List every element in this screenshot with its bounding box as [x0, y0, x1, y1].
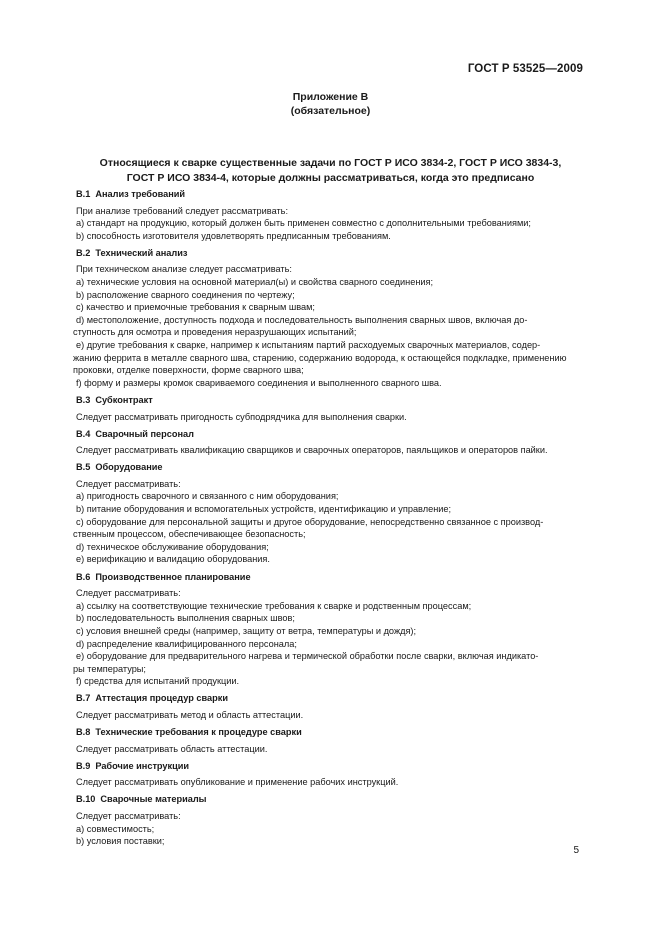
section-number: В.4 — [76, 428, 91, 439]
list-item: a) технические условия на основной материал(ы) и свойства сварного соединения; — [76, 277, 434, 288]
section-intro: Следует рассматривать: — [76, 811, 181, 822]
document-code: ГОСТ Р 53525—2009 — [467, 63, 583, 75]
list-item: b) последовательность выполнения сварных швов; — [76, 613, 295, 624]
list-item-continuation: жанию феррита в металле сварного шва, старению, содержанию водорода, к остающейся подкладке, применению — [73, 352, 567, 363]
main-title-line-2: ГОСТ Р ИСО 3834-4, которые должны рассматриваться, когда это предписано — [126, 171, 535, 184]
list-item-continuation: ступность для осмотра и проведения неразрушающих испытаний; — [73, 327, 357, 338]
section-heading — [76, 793, 584, 806]
section-intro: Следует рассматривать квалификацию сварщиков и сварочных операторов, паяльщиков и операторов пайки. — [76, 445, 548, 456]
section-intro: Следует рассматривать пригодность субподрядчика для выполнения сварки. — [76, 411, 407, 422]
section-title: Технические требования к процедуре сварки — [95, 727, 302, 738]
main-title — [60, 156, 601, 185]
list-item-continuation: проковки, отделке поверхности, форме сварного шва; — [73, 365, 304, 376]
section-number: В.9 — [76, 760, 91, 771]
section-heading — [76, 394, 584, 407]
section-heading — [76, 188, 584, 201]
main-title-line-1: Относящиеся к сварке существенные задачи по ГОСТ Р ИСО 3834-2, ГОСТ Р ИСО 3834-3, — [99, 157, 562, 169]
section-intro: Следует рассматривать метод и область аттестации. — [76, 709, 304, 720]
section-heading — [76, 247, 584, 260]
document-body — [73, 188, 584, 848]
section-title: Анализ требований — [95, 189, 186, 199]
list-item: f) средства для испытаний продукции. — [76, 676, 240, 687]
page-number: 5 — [573, 845, 579, 856]
section-number: В.3 — [76, 394, 91, 405]
section-title: Сварочный персонал — [95, 428, 194, 439]
section-title: Рабочие инструкции — [95, 760, 190, 771]
section-number: В.6 — [76, 571, 91, 582]
section-intro: Следует рассматривать область аттестации. — [76, 743, 268, 754]
list-item: a) совместимость; — [76, 823, 155, 834]
list-item: f) форму и размеры кромок свариваемого соединения и выполненного сварного шва. — [76, 377, 442, 388]
section-number: В.5 — [76, 462, 91, 473]
annex-title: Приложение В — [292, 91, 369, 103]
list-item: d) распределение квалифицированного персонала; — [76, 638, 297, 649]
list-item: d) техническое обслуживание оборудования; — [76, 541, 269, 552]
list-item-continuation: ственным процессом, обеспечивающее безопасность; — [73, 529, 306, 540]
list-item: b) расположение сварного соединения по чертежу; — [76, 289, 295, 300]
section-title: Оборудование — [95, 462, 163, 473]
section-number: В.8 — [76, 727, 91, 738]
list-item-continuation: ры температуры; — [73, 663, 146, 674]
section-heading — [76, 726, 584, 739]
section-intro: При анализе требований следует рассматривать: — [76, 205, 289, 216]
section-title: Технический анализ — [95, 247, 188, 258]
annex-status: (обязательное) — [290, 105, 371, 117]
section-title: Сварочные материалы — [100, 794, 207, 805]
list-item: e) другие требования к сварке, например к испытаниям партий расходуемых сварочных материалов, содер- — [76, 340, 541, 351]
section-intro: Следует рассматривать: — [76, 588, 181, 599]
section-title: Аттестация процедур сварки — [95, 693, 228, 704]
section-heading — [76, 428, 584, 441]
list-item: c) условия внешней среды (например, защиту от ветра, температуры и дождя); — [76, 625, 417, 636]
section-number: В.10 — [76, 794, 96, 805]
list-item: e) оборудование для предварительного нагрева и термической обработки после сварки, включая индикато- — [76, 651, 539, 662]
section-heading — [76, 760, 584, 773]
section-intro: Следует рассматривать опубликование и применение рабочих инструкций. — [76, 777, 399, 788]
list-item: a) стандарт на продукцию, который должен быть применен совместно с дополнительными требованиями; — [76, 218, 531, 229]
list-item: a) пригодность сварочного и связанного с ним оборудования; — [76, 491, 339, 502]
annex-heading — [0, 90, 661, 118]
section-intro: Следует рассматривать: — [76, 478, 181, 489]
section-title: Субконтракт — [95, 394, 153, 405]
section-number: В.7 — [76, 693, 91, 704]
list-item: d) местоположение, доступность подхода и последовательность выполнения сварных швов, включая до- — [76, 314, 528, 325]
section-number: В.1 — [76, 189, 91, 199]
list-item: a) ссылку на соответствующие технические требования к сварке и родственным процессам; — [76, 600, 472, 611]
list-item: b) условия поставки; — [76, 836, 165, 847]
list-item: b) способность изготовителя удовлетворять предписанным требованиям. — [76, 230, 391, 241]
list-item: c) оборудование для персональной защиты и другое оборудование, непосредственно связанное с производ- — [76, 516, 544, 527]
section-heading — [76, 461, 584, 474]
section-heading — [76, 692, 584, 705]
list-item: b) питание оборудования и вспомогательных устройств, идентификацию и управление; — [76, 504, 452, 515]
list-item: e) верификацию и валидацию оборудования. — [76, 554, 270, 565]
section-number: В.2 — [76, 247, 91, 258]
section-title: Производственное планирование — [95, 571, 251, 582]
section-heading — [76, 571, 584, 584]
list-item: c) качество и приемочные требования к сварным швам; — [76, 302, 315, 313]
section-intro: При техническом анализе следует рассматривать: — [76, 264, 292, 275]
